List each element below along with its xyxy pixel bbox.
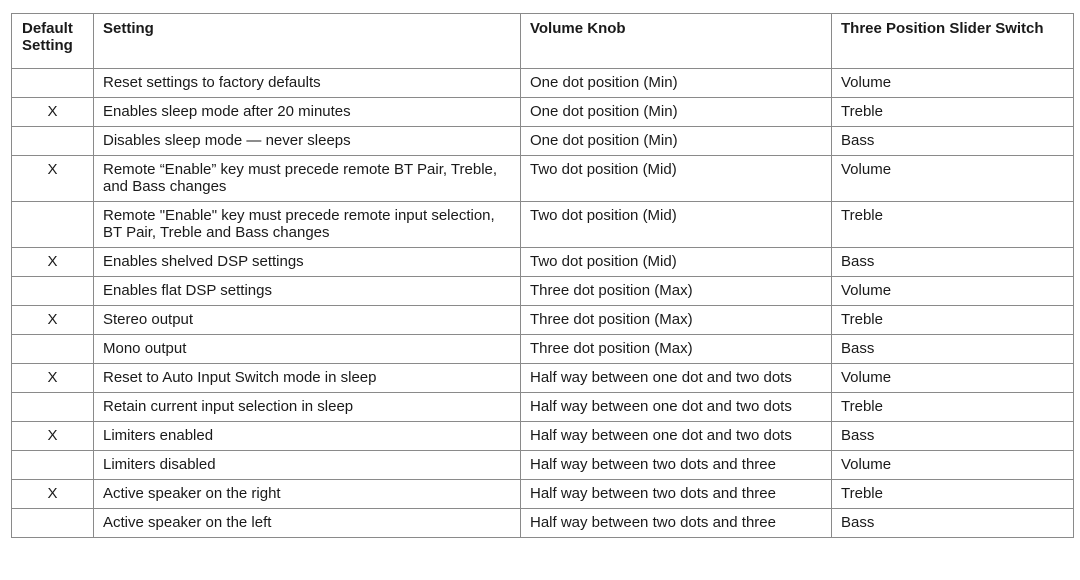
volume-knob-cell: One dot position (Min) [521, 69, 832, 98]
slider-cell: Treble [832, 306, 1074, 335]
slider-cell: Bass [832, 509, 1074, 538]
default-marker: X [12, 98, 94, 127]
table-header-row [12, 14, 1074, 69]
volume-knob-cell: Half way between one dot and two dots [521, 422, 832, 451]
setting-cell: Remote "Enable" key must precede remote input selection, BT Pair, Treble and Bass changes [94, 202, 521, 248]
volume-knob-cell: Half way between two dots and three [521, 480, 832, 509]
setting-cell: Enables shelved DSP settings [94, 248, 521, 277]
header-default-setting: Default Setting [12, 14, 94, 69]
header-volume-knob: Volume Knob [521, 14, 832, 69]
volume-knob-cell: Three dot position (Max) [521, 277, 832, 306]
table-row [12, 98, 1074, 127]
table-row [12, 422, 1074, 451]
setting-cell: Mono output [94, 335, 521, 364]
settings-table [11, 13, 1074, 538]
default-marker [12, 202, 94, 248]
slider-cell: Volume [832, 156, 1074, 202]
slider-cell: Bass [832, 127, 1074, 156]
default-marker [12, 451, 94, 480]
volume-knob-cell: Two dot position (Mid) [521, 202, 832, 248]
default-marker: X [12, 306, 94, 335]
slider-cell: Volume [832, 364, 1074, 393]
setting-cell: Remote “Enable” key must precede remote BT Pair, Treble, and Bass changes [94, 156, 521, 202]
volume-knob-cell: One dot position (Min) [521, 127, 832, 156]
default-marker [12, 69, 94, 98]
setting-cell: Enables sleep mode after 20 minutes [94, 98, 521, 127]
volume-knob-cell: Two dot position (Mid) [521, 248, 832, 277]
table-row [12, 480, 1074, 509]
setting-cell: Active speaker on the left [94, 509, 521, 538]
setting-cell: Active speaker on the right [94, 480, 521, 509]
slider-cell: Bass [832, 248, 1074, 277]
volume-knob-cell: Half way between two dots and three [521, 509, 832, 538]
table-row [12, 127, 1074, 156]
setting-cell: Reset settings to factory defaults [94, 69, 521, 98]
slider-cell: Treble [832, 393, 1074, 422]
default-marker: X [12, 248, 94, 277]
setting-cell: Limiters disabled [94, 451, 521, 480]
table-row [12, 509, 1074, 538]
default-marker: X [12, 422, 94, 451]
setting-cell: Retain current input selection in sleep [94, 393, 521, 422]
default-marker [12, 335, 94, 364]
header-slider-switch: Three Position Slider Switch [832, 14, 1074, 69]
setting-cell: Enables flat DSP settings [94, 277, 521, 306]
volume-knob-cell: Half way between one dot and two dots [521, 364, 832, 393]
slider-cell: Bass [832, 335, 1074, 364]
table-row [12, 156, 1074, 202]
slider-cell: Volume [832, 69, 1074, 98]
slider-cell: Treble [832, 480, 1074, 509]
table-row [12, 306, 1074, 335]
default-marker [12, 277, 94, 306]
setting-cell: Disables sleep mode — never sleeps [94, 127, 521, 156]
header-setting: Setting [94, 14, 521, 69]
volume-knob-cell: Two dot position (Mid) [521, 156, 832, 202]
volume-knob-cell: Half way between one dot and two dots [521, 393, 832, 422]
default-marker [12, 127, 94, 156]
table-row [12, 69, 1074, 98]
setting-cell: Limiters enabled [94, 422, 521, 451]
table-row [12, 202, 1074, 248]
table-row [12, 335, 1074, 364]
default-marker: X [12, 364, 94, 393]
volume-knob-cell: One dot position (Min) [521, 98, 832, 127]
default-marker: X [12, 156, 94, 202]
volume-knob-cell: Three dot position (Max) [521, 306, 832, 335]
table-row [12, 277, 1074, 306]
volume-knob-cell: Half way between two dots and three [521, 451, 832, 480]
table-row [12, 248, 1074, 277]
table-row [12, 393, 1074, 422]
slider-cell: Treble [832, 202, 1074, 248]
slider-cell: Volume [832, 451, 1074, 480]
setting-cell: Stereo output [94, 306, 521, 335]
setting-cell: Reset to Auto Input Switch mode in sleep [94, 364, 521, 393]
slider-cell: Treble [832, 98, 1074, 127]
slider-cell: Volume [832, 277, 1074, 306]
volume-knob-cell: Three dot position (Max) [521, 335, 832, 364]
default-marker: X [12, 480, 94, 509]
slider-cell: Bass [832, 422, 1074, 451]
table-row [12, 451, 1074, 480]
default-marker [12, 509, 94, 538]
table-row [12, 364, 1074, 393]
default-marker [12, 393, 94, 422]
